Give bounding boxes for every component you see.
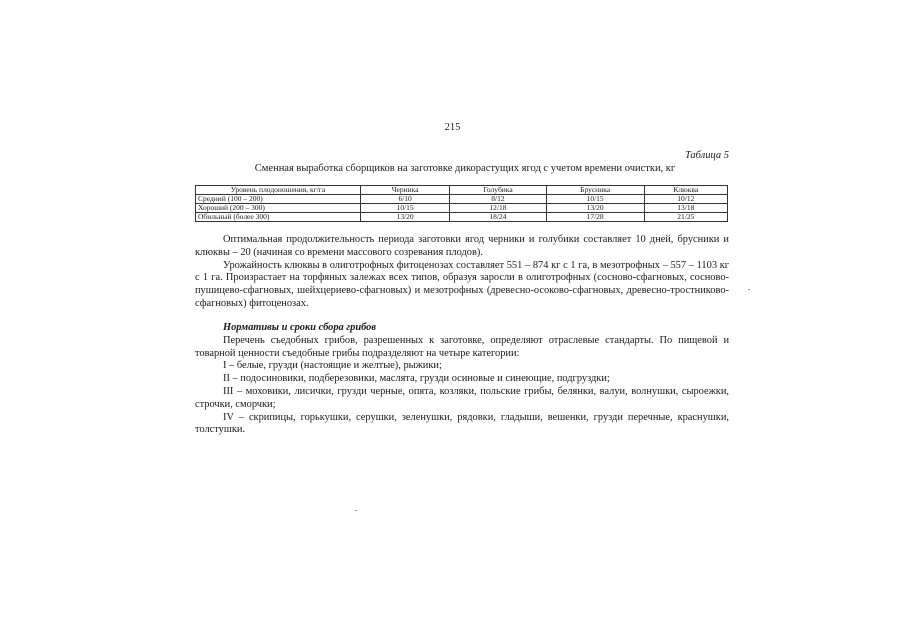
table-cell: Средний (100 – 200) — [196, 195, 361, 204]
table-header-cell: Брусника — [546, 186, 644, 195]
yield-table — [195, 185, 728, 222]
table-cell: 10/12 — [644, 195, 727, 204]
table-header-cell: Клюква — [644, 186, 727, 195]
table-cell: 12/18 — [450, 204, 546, 213]
scan-speck — [748, 289, 750, 290]
paragraph-cranberry-yield: Урожайность клюквы в олиготрофных фитоценозах составляет 551 – 874 кг с 1 га, в мезотрофных – 557 – 1103 кг с 1 га. Произрастает на торфяных залежах всех типов, образуя заросли в олиготрофных (сосново-сфагновых, сосново-пушицево-сфагновых, шейхцериево-сфагновых) и мезотрофных (древесно-осоково-сфагновых, древесно-тростниково-сфагновых) фитоценозах. — [195, 259, 729, 309]
table-cell: 18/24 — [450, 213, 546, 222]
body-text-upper — [195, 234, 729, 311]
table-cell: Обильный (более 300) — [196, 213, 361, 222]
scan-speck — [355, 510, 357, 511]
table-cell: 17/28 — [546, 213, 644, 222]
table-header-cell: Уровень плодоношения, кг/га — [196, 186, 361, 195]
table-label: Таблица 5 — [684, 150, 729, 161]
table-row — [196, 213, 728, 222]
category-4: IV – скрипицы, горькушки, серушки, зеленушки, рядовки, гладыши, вешенки, грузди перечные, краснушки, толстушки. — [195, 411, 729, 436]
table-cell: Хороший (200 – 300) — [196, 204, 361, 213]
table-cell: 13/20 — [546, 204, 644, 213]
table-row — [196, 195, 728, 204]
page-number: 215 — [444, 122, 461, 133]
table-cell: 10/15 — [361, 204, 450, 213]
table-row — [196, 204, 728, 213]
body-text-mushrooms — [195, 322, 729, 437]
table-header-row — [196, 186, 728, 195]
paragraph-harvest-period: Оптимальная продолжительность периода заготовки ягод черники и голубики составляет 10 дней, брусники и клюквы – 20 (начиная со времени массового созревания плодов). — [195, 234, 729, 258]
table-cell: 13/20 — [361, 213, 450, 222]
table-cell: 8/12 — [450, 195, 546, 204]
table-cell: 10/15 — [546, 195, 644, 204]
section-heading: Нормативы и сроки сбора грибов — [223, 322, 377, 333]
table-cell: 21/25 — [644, 213, 727, 222]
table-title: Сменная выработка сборщиков на заготовке дикорастущих ягод с учетом времени очистки, кг — [254, 163, 676, 174]
table-header-cell: Голубика — [450, 186, 546, 195]
category-3: III – моховики, лисички, грузди черные, опята, козляки, польские грибы, белянки, валуи, волнушки, сыроежки, строчки, сморчки; — [195, 385, 729, 410]
table-cell: 6/10 — [361, 195, 450, 204]
table-cell: 13/18 — [644, 204, 727, 213]
category-2: II – подосиновики, подберезовики, маслята, грузди осиновые и синеющие, подгруздки; — [223, 373, 610, 385]
category-1: I – белые, грузди (настоящие и желтые), рыжики; — [223, 360, 442, 372]
table-header-cell: Черника — [361, 186, 450, 195]
paragraph-mushroom-list: Перечень съедобных грибов, разрешенных к заготовке, определяют отраслевые стандарты. По пищевой и товарной ценности съедобные грибы подразделяют на четыре категории: — [195, 334, 729, 359]
